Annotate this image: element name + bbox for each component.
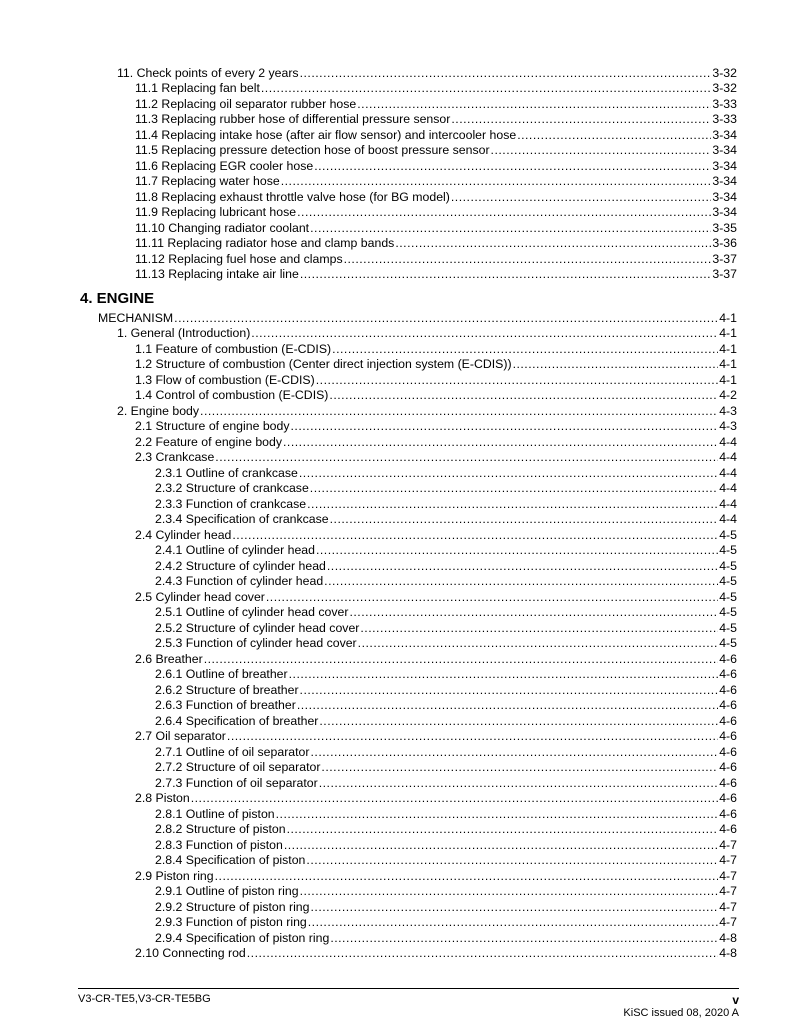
toc-page-number: 4-5 bbox=[719, 605, 737, 619]
toc-line bbox=[155, 807, 737, 822]
toc-page-number: 4-7 bbox=[719, 869, 737, 883]
toc-label: 2.8.1 Outline of piston bbox=[155, 807, 275, 821]
toc-page-number: 4-4 bbox=[719, 497, 737, 511]
toc-line bbox=[135, 128, 737, 143]
toc-page-number: 4-1 bbox=[719, 342, 737, 356]
toc-line bbox=[135, 267, 737, 282]
toc-line bbox=[135, 252, 737, 267]
toc-line bbox=[155, 605, 737, 620]
toc-page-number: 4-6 bbox=[719, 745, 737, 759]
toc-page-number: 4-5 bbox=[719, 574, 737, 588]
toc-line bbox=[135, 590, 737, 605]
toc-leader bbox=[349, 605, 718, 620]
toc-leader bbox=[310, 481, 718, 496]
toc-label: 2.7.2 Structure of oil separator bbox=[155, 760, 321, 774]
toc-line bbox=[135, 205, 737, 220]
toc-label: 11.8 Replacing exhaust throttle valve hose (for BG model) bbox=[135, 190, 450, 204]
toc-page-number: 3-36 bbox=[712, 236, 737, 250]
toc-page-number: 4-1 bbox=[719, 357, 737, 371]
toc-line bbox=[155, 853, 737, 868]
toc-page-number: 4-3 bbox=[719, 404, 737, 418]
toc-label: 1. General (Introduction) bbox=[117, 326, 251, 340]
toc-leader bbox=[300, 66, 712, 81]
toc-page-number: 3-32 bbox=[712, 66, 737, 80]
toc-leader bbox=[308, 915, 718, 930]
toc-leader bbox=[491, 143, 712, 158]
toc-line bbox=[135, 652, 737, 667]
toc-page-number: 4-2 bbox=[719, 388, 737, 402]
toc-page-number: 4-7 bbox=[719, 884, 737, 898]
toc-leader bbox=[316, 373, 718, 388]
toc-label: 11.6 Replacing EGR cooler hose bbox=[135, 159, 314, 173]
toc-label: 2.3.2 Structure of crankcase bbox=[155, 481, 309, 495]
toc-leader bbox=[327, 559, 718, 574]
toc-leader bbox=[321, 760, 718, 775]
toc-leader bbox=[451, 190, 712, 205]
toc-label: 1.4 Control of combustion (E-CDIS) bbox=[135, 388, 329, 402]
toc-page-number: 3-34 bbox=[712, 190, 737, 204]
toc-label: 2.3 Crankcase bbox=[135, 450, 215, 464]
toc-line bbox=[155, 512, 737, 527]
toc-leader bbox=[329, 388, 718, 403]
toc-line bbox=[155, 559, 737, 574]
toc-line bbox=[155, 714, 737, 729]
toc-line bbox=[155, 683, 737, 698]
toc-page-number: 4-6 bbox=[719, 729, 737, 743]
toc-page-number: 4-8 bbox=[719, 946, 737, 960]
toc-label: 2.10 Connecting rod bbox=[135, 946, 246, 960]
toc-label: 11.3 Replacing rubber hose of differential pressure sensor bbox=[135, 112, 451, 126]
toc-page-number: 4-4 bbox=[719, 481, 737, 495]
toc-label: 2.6.1 Outline of breather bbox=[155, 667, 288, 681]
toc-leader bbox=[297, 205, 711, 220]
toc-page-number: 4-5 bbox=[719, 590, 737, 604]
toc-leader bbox=[310, 900, 718, 915]
toc-label: 2.5.1 Outline of cylinder head cover bbox=[155, 605, 349, 619]
footer-model: V3-CR-TE5,V3-CR-TE5BG bbox=[78, 993, 211, 1005]
toc-leader bbox=[306, 853, 718, 868]
toc-line bbox=[135, 81, 737, 96]
toc-page-number: 4-1 bbox=[719, 326, 737, 340]
toc-leader bbox=[281, 174, 712, 189]
toc-line bbox=[155, 481, 737, 496]
toc-label: 2.3.4 Specification of crankcase bbox=[155, 512, 329, 526]
toc-line bbox=[155, 543, 737, 558]
toc-line bbox=[135, 869, 737, 884]
toc-leader bbox=[204, 652, 719, 667]
footer-issue: KiSC issued 08, 2020 A bbox=[623, 1007, 739, 1019]
toc-label: 2.6 Breather bbox=[135, 652, 203, 666]
toc-leader bbox=[513, 357, 719, 372]
toc-line bbox=[155, 884, 737, 899]
toc-line bbox=[135, 729, 737, 744]
toc-label: 2.1 Structure of engine body bbox=[135, 419, 290, 433]
toc-leader bbox=[344, 252, 712, 267]
toc-leader bbox=[517, 128, 711, 143]
toc-label: 2.6.2 Structure of breather bbox=[155, 683, 299, 697]
toc-page-number: 4-7 bbox=[719, 900, 737, 914]
toc-line bbox=[135, 388, 737, 403]
toc-line bbox=[135, 159, 737, 174]
toc-page-number: 3-33 bbox=[712, 112, 737, 126]
toc-page-number: 4-6 bbox=[719, 698, 737, 712]
toc-label: 11.5 Replacing pressure detection hose of boost pressure sensor bbox=[135, 143, 490, 157]
toc-leader bbox=[319, 776, 719, 791]
toc-label: 2. Engine body bbox=[117, 404, 200, 418]
toc-label: 11.7 Replacing water hose bbox=[135, 174, 280, 188]
toc-line bbox=[135, 143, 737, 158]
toc-line bbox=[135, 112, 737, 127]
toc-leader bbox=[300, 884, 719, 899]
toc-page-number: 4-4 bbox=[719, 450, 737, 464]
toc-page-number: 4-6 bbox=[719, 822, 737, 836]
toc-page-number: 4-6 bbox=[719, 714, 737, 728]
toc-label: 1.3 Flow of combustion (E-CDIS) bbox=[135, 373, 315, 387]
toc-page-number: 4-5 bbox=[719, 528, 737, 542]
toc-label: 11.4 Replacing intake hose (after air flow sensor) and intercooler hose bbox=[135, 128, 517, 142]
toc-page-number: 4-6 bbox=[719, 667, 737, 681]
toc-leader bbox=[311, 745, 719, 760]
toc-label: MECHANISM bbox=[98, 311, 174, 325]
footer-right bbox=[623, 993, 739, 1019]
toc-leader bbox=[266, 590, 718, 605]
toc-page-number: 3-34 bbox=[712, 143, 737, 157]
toc-label: 1.2 Structure of combustion (Center direct injection system (E-CDIS)) bbox=[135, 357, 512, 371]
toc-leader bbox=[251, 326, 718, 341]
toc-label: 2.5 Cylinder head cover bbox=[135, 590, 265, 604]
toc-label: 2.9.1 Outline of piston ring bbox=[155, 884, 299, 898]
toc-page-number: 4-1 bbox=[719, 373, 737, 387]
toc-page-number: 4-7 bbox=[719, 853, 737, 867]
toc-leader bbox=[287, 822, 719, 837]
toc-label: 2.9.4 Specification of piston ring bbox=[155, 931, 330, 945]
toc-label: 2.9.3 Function of piston ring bbox=[155, 915, 307, 929]
toc-line bbox=[135, 221, 737, 236]
toc-line bbox=[155, 636, 737, 651]
toc-label: 11.2 Replacing oil separator rubber hose bbox=[135, 97, 357, 111]
toc-page-number: 4-5 bbox=[719, 543, 737, 557]
toc-page-number: 3-37 bbox=[712, 267, 737, 281]
toc-label: 2.9 Piston ring bbox=[135, 869, 214, 883]
toc-page-number: 3-34 bbox=[712, 128, 737, 142]
toc-line bbox=[155, 822, 737, 837]
toc-page-number: 4-3 bbox=[719, 419, 737, 433]
toc-label: 2.8.3 Function of piston bbox=[155, 838, 283, 852]
toc-label: 11.1 Replacing fan belt bbox=[135, 81, 260, 95]
toc-line bbox=[135, 97, 737, 112]
toc-page-number: 4-4 bbox=[719, 435, 737, 449]
toc-page-number: 3-35 bbox=[712, 221, 737, 235]
toc-label: 2.5.3 Function of cylinder head cover bbox=[155, 636, 357, 650]
toc-leader bbox=[261, 81, 711, 96]
toc-line bbox=[117, 66, 737, 81]
toc-page-number: 3-37 bbox=[712, 252, 737, 266]
toc-page-number: 4-1 bbox=[719, 311, 737, 325]
toc-label: 11. Check points of every 2 years bbox=[117, 66, 299, 80]
toc-label: 2.7.1 Outline of oil separator bbox=[155, 745, 310, 759]
toc-line bbox=[135, 435, 737, 450]
toc-label: 11.13 Replacing intake air line bbox=[135, 267, 299, 281]
section-heading: 4. ENGINE bbox=[80, 290, 155, 307]
toc-leader bbox=[200, 404, 718, 419]
toc-line bbox=[135, 190, 737, 205]
toc-label: 2.4.2 Structure of cylinder head bbox=[155, 559, 326, 573]
toc-leader bbox=[227, 729, 718, 744]
toc-leader bbox=[299, 466, 718, 481]
toc-line bbox=[135, 373, 737, 388]
toc-leader bbox=[330, 931, 718, 946]
toc-line bbox=[155, 915, 737, 930]
toc-label: 2.4.1 Outline of cylinder head bbox=[155, 543, 315, 557]
toc-line bbox=[155, 574, 737, 589]
toc-label: 2.5.2 Structure of cylinder head cover bbox=[155, 621, 360, 635]
toc-line bbox=[155, 838, 737, 853]
toc-page-number: 4-6 bbox=[719, 683, 737, 697]
toc-label: 2.7.3 Function of oil separator bbox=[155, 776, 318, 790]
toc-label: 2.3.3 Function of crankcase bbox=[155, 497, 307, 511]
toc-page-number: 3-34 bbox=[712, 159, 737, 173]
toc-leader bbox=[215, 450, 718, 465]
toc-line bbox=[155, 497, 737, 512]
toc-page-number: 4-5 bbox=[719, 636, 737, 650]
toc-leader bbox=[232, 528, 718, 543]
toc-line bbox=[135, 342, 737, 357]
toc-line bbox=[155, 900, 737, 915]
toc-page-number: 3-33 bbox=[712, 97, 737, 111]
toc-leader bbox=[319, 714, 718, 729]
toc-label: 11.9 Replacing lubricant hose bbox=[135, 205, 297, 219]
toc-page-number: 4-8 bbox=[719, 931, 737, 945]
toc-leader bbox=[324, 574, 718, 589]
toc-line bbox=[135, 174, 737, 189]
toc-leader bbox=[300, 267, 712, 282]
toc-leader bbox=[316, 543, 718, 558]
toc-leader bbox=[191, 791, 719, 806]
toc-page-number: 4-4 bbox=[719, 466, 737, 480]
toc-label: 1.1 Feature of combustion (E-CDIS) bbox=[135, 342, 332, 356]
toc-leader bbox=[314, 159, 711, 174]
toc-line bbox=[155, 931, 737, 946]
toc-page-number: 4-7 bbox=[719, 915, 737, 929]
toc-page-number: 4-6 bbox=[719, 791, 737, 805]
toc-page-number: 4-4 bbox=[719, 512, 737, 526]
toc-label: 2.6.3 Function of breather bbox=[155, 698, 296, 712]
toc-leader bbox=[283, 435, 718, 450]
toc-label: 2.8.4 Specification of piston bbox=[155, 853, 306, 867]
toc-label: 2.8.2 Structure of piston bbox=[155, 822, 286, 836]
toc-page-number: 4-7 bbox=[719, 838, 737, 852]
toc-line bbox=[155, 621, 737, 636]
toc-line bbox=[135, 791, 737, 806]
toc-label: 2.4 Cylinder head bbox=[135, 528, 232, 542]
toc-line bbox=[135, 528, 737, 543]
toc-line bbox=[135, 357, 737, 372]
toc-page-number: 4-6 bbox=[719, 760, 737, 774]
toc-leader bbox=[357, 97, 711, 112]
toc-line bbox=[155, 698, 737, 713]
toc-line bbox=[117, 404, 737, 419]
toc-label: 2.7 Oil separator bbox=[135, 729, 226, 743]
toc-line bbox=[155, 745, 737, 760]
footer-page-number: v bbox=[732, 993, 739, 1007]
toc-leader bbox=[174, 311, 718, 326]
toc-line bbox=[98, 311, 737, 326]
toc-line bbox=[155, 776, 737, 791]
toc-leader bbox=[310, 221, 711, 236]
toc-page-number: 3-32 bbox=[712, 81, 737, 95]
toc-leader bbox=[276, 807, 719, 822]
toc-page-number: 4-6 bbox=[719, 807, 737, 821]
toc-leader bbox=[330, 512, 719, 527]
toc-label: 11.10 Changing radiator coolant bbox=[135, 221, 310, 235]
toc-page-number: 3-34 bbox=[712, 174, 737, 188]
toc-leader bbox=[332, 342, 718, 357]
toc-page-number: 3-34 bbox=[712, 205, 737, 219]
toc-line bbox=[155, 466, 737, 481]
toc-page-number: 4-6 bbox=[719, 776, 737, 790]
toc-line bbox=[155, 667, 737, 682]
toc-line bbox=[135, 450, 737, 465]
toc-leader bbox=[307, 497, 718, 512]
toc-label: 2.2 Feature of engine body bbox=[135, 435, 282, 449]
toc-leader bbox=[284, 838, 718, 853]
toc-page-number: 4-5 bbox=[719, 621, 737, 635]
toc-leader bbox=[300, 683, 719, 698]
toc-label: 2.9.2 Structure of piston ring bbox=[155, 900, 310, 914]
toc-leader bbox=[358, 636, 719, 651]
toc-leader bbox=[297, 698, 718, 713]
toc-leader bbox=[247, 946, 718, 961]
toc-line bbox=[155, 760, 737, 775]
footer-divider bbox=[78, 988, 739, 989]
toc-label: 2.3.1 Outline of crankcase bbox=[155, 466, 298, 480]
toc-line bbox=[135, 419, 737, 434]
toc-line bbox=[135, 946, 737, 961]
toc-label: 11.12 Replacing fuel hose and clamps bbox=[135, 252, 343, 266]
toc-line bbox=[135, 236, 737, 251]
toc-leader bbox=[395, 236, 711, 251]
toc-label: 11.11 Replacing radiator hose and clamp bands bbox=[135, 236, 395, 250]
toc-leader bbox=[451, 112, 711, 127]
toc-leader bbox=[291, 419, 719, 434]
toc-label: 2.8 Piston bbox=[135, 791, 190, 805]
toc-line bbox=[117, 326, 737, 341]
toc-label: 2.6.4 Specification of breather bbox=[155, 714, 319, 728]
toc-leader bbox=[360, 621, 718, 636]
toc-page-number: 4-6 bbox=[719, 652, 737, 666]
toc-leader bbox=[215, 869, 719, 884]
toc-page-number: 4-5 bbox=[719, 559, 737, 573]
toc-label: 2.4.3 Function of cylinder head bbox=[155, 574, 324, 588]
toc-leader bbox=[289, 667, 719, 682]
